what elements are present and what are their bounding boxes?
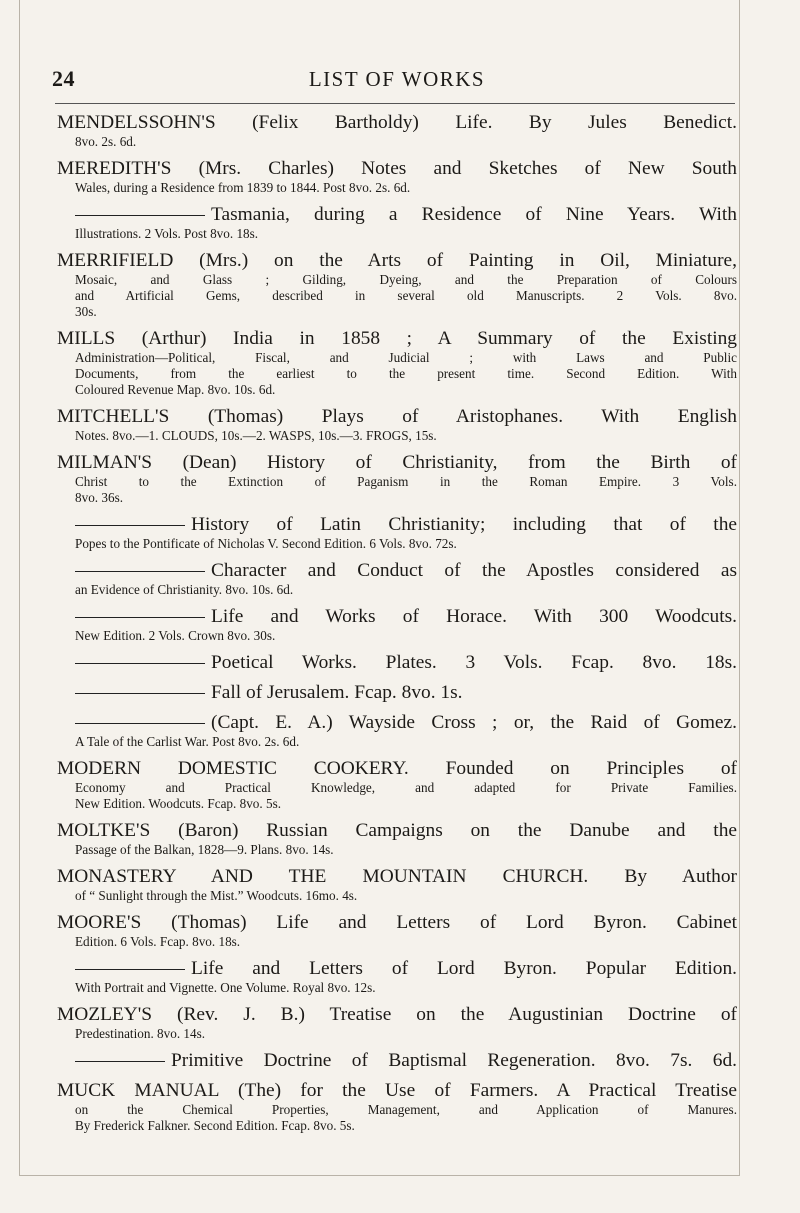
entry-heading (57, 204, 737, 226)
entry-heading-text: Poetical Works. Plates. 3 Vols. Fcap. 8vo. 18s. (211, 652, 737, 673)
entry-mozley (57, 1004, 737, 1042)
entry-detail: Economy and Practical Knowledge, and adapted for Private Families. (75, 780, 737, 795)
entry-heading: MOZLEY'S (Rev. J. B.) Treatise on the Augustinian Doctrine of (57, 1004, 737, 1025)
entry-detail: Edition. 6 Vols. Fcap. 8vo. 18s. (75, 934, 241, 949)
entry-detail: Wales, during a Residence from 1839 to 1844. Post 8vo. 2s. 6d. (75, 180, 411, 195)
entry-detail: Notes. 8vo.—1. CLOUDS, 10s.—2. WASPS, 10s.—3. FROGS, 15s. (75, 428, 437, 443)
entry-detail: of “ Sunlight through the Mist.” Woodcuts. 16mo. 4s. (75, 888, 358, 903)
entry-moore (57, 912, 737, 950)
entry-heading: MOORE'S (Thomas) Life and Letters of Lord Byron. Cabinet (57, 912, 737, 933)
entry-moltke (57, 820, 737, 858)
entry-detail: 8vo. 36s. (75, 490, 123, 505)
entry-heading: MERRIFIELD (Mrs.) on the Arts of Painting in Oil, Miniature, (57, 250, 737, 271)
entry-milman-latin (57, 514, 737, 552)
entry-heading-text: Life and Works of Horace. With 300 Woodcuts. (211, 606, 737, 627)
entry-heading-text: History of Latin Christianity; including that of the (191, 514, 737, 535)
entry-muck-manual (57, 1080, 737, 1134)
entry-milman-jerusalem (57, 682, 737, 704)
ditto-dash (75, 215, 205, 216)
entry-detail: Mosaic, and Glass ; Gilding, Dyeing, and the Preparation of Colours (75, 272, 737, 287)
ditto-dash (75, 663, 205, 664)
entry-meredith (57, 158, 737, 196)
entry-heading-text: Primitive Doctrine of Baptismal Regeneration. 8vo. 7s. 6d. (171, 1050, 737, 1071)
ditto-dash (75, 969, 185, 970)
entry-heading (57, 958, 737, 980)
entry-heading: MILMAN'S (Dean) History of Christianity, from the Birth of (57, 452, 737, 473)
entry-milman-horace (57, 606, 737, 644)
page-header (52, 66, 742, 96)
entry-heading: MODERN DOMESTIC COOKERY. Founded on Principles of (57, 758, 737, 779)
entry-detail: Documents, from the earliest to the present time. Second Edition. With (75, 366, 737, 381)
entry-detail: and Artificial Gems, described in several old Manuscripts. 2 Vols. 8vo. (75, 288, 737, 303)
ditto-dash (75, 571, 205, 572)
entry-detail: Predestination. 8vo. 14s. (75, 1026, 206, 1041)
header-rule (55, 103, 735, 104)
entry-merrifield (57, 250, 737, 320)
entry-detail: A Tale of the Carlist War. Post 8vo. 2s. 6d. (75, 734, 300, 749)
entry-heading: MEREDITH'S (Mrs. Charles) Notes and Sketches of New South (57, 158, 737, 179)
entry-heading: MOLTKE'S (Baron) Russian Campaigns on the Danube and the (57, 820, 737, 841)
entry-heading (57, 682, 737, 704)
entry-heading (57, 652, 737, 674)
entry-heading: MENDELSSOHN'S (Felix Bartholdy) Life. By Jules Benedict. (57, 112, 737, 133)
entry-mitchell (57, 406, 737, 444)
entry-detail: Christ to the Extinction of Paganism in the Roman Empire. 3 Vols. (75, 474, 737, 489)
entry-detail: 30s. (75, 304, 97, 319)
entry-detail: New Edition. 2 Vols. Crown 8vo. 30s. (75, 628, 276, 643)
entry-detail: New Edition. Woodcuts. Fcap. 8vo. 5s. (75, 796, 282, 811)
entry-milman-wayside (57, 712, 737, 750)
entry-heading (57, 514, 737, 536)
entry-milman-poetical (57, 652, 737, 674)
entry-heading: MITCHELL'S (Thomas) Plays of Aristophanes. With English (57, 406, 737, 427)
ditto-dash (75, 1061, 165, 1062)
entry-detail: an Evidence of Christianity. 8vo. 10s. 6d. (75, 582, 294, 597)
entry-milman-apostles (57, 560, 737, 598)
entry-detail: 8vo. 2s. 6d. (75, 134, 137, 149)
entry-heading (57, 606, 737, 628)
entry-milman (57, 452, 737, 506)
entry-heading (57, 1050, 737, 1072)
entry-heading-text: Life and Letters of Lord Byron. Popular Edition. (191, 958, 737, 979)
page-number: 24 (52, 66, 75, 91)
entry-mozley-primitive (57, 1050, 737, 1072)
entry-detail: Coloured Revenue Map. 8vo. 10s. 6d. (75, 382, 276, 397)
entry-detail: Passage of the Balkan, 1828—9. Plans. 8vo. 14s. (75, 842, 334, 857)
ditto-dash (75, 693, 205, 694)
entry-heading (57, 712, 737, 734)
entry-detail: By Frederick Falkner. Second Edition. Fcap. 8vo. 5s. (75, 1118, 355, 1133)
ditto-dash (75, 723, 205, 724)
entry-mills (57, 328, 737, 398)
ditto-dash (75, 617, 205, 618)
entry-meredith-tasmania (57, 204, 737, 242)
running-title: LIST OF WORKS (308, 67, 486, 91)
entry-heading (57, 560, 737, 582)
entry-heading-text: Fall of Jerusalem. Fcap. 8vo. 1s. (211, 682, 463, 703)
entry-heading-text: Tasmania, during a Residence of Nine Years. With (211, 204, 737, 225)
entry-modern-domestic-cookery (57, 758, 737, 812)
entry-heading-text: Character and Conduct of the Apostles considered as (211, 560, 737, 581)
entry-heading: MONASTERY AND THE MOUNTAIN CHURCH. By Author (57, 866, 737, 887)
entry-detail: Administration—Political, Fiscal, and Judicial ; with Laws and Public (75, 350, 737, 365)
works-list (57, 112, 737, 1142)
entry-detail: on the Chemical Properties, Management, and Application of Manures. (75, 1102, 737, 1117)
entry-moore-popular (57, 958, 737, 996)
entry-heading-text: (Capt. E. A.) Wayside Cross ; or, the Raid of Gomez. (211, 712, 737, 733)
entry-detail: Popes to the Pontificate of Nicholas V. Second Edition. 6 Vols. 8vo. 72s. (75, 536, 457, 551)
entry-heading: MUCK MANUAL (The) for the Use of Farmers. A Practical Treatise (57, 1080, 737, 1101)
entry-heading: MILLS (Arthur) India in 1858 ; A Summary of the Existing (57, 328, 737, 349)
entry-mendelssohn (57, 112, 737, 150)
entry-detail: With Portrait and Vignette. One Volume. Royal 8vo. 12s. (75, 980, 376, 995)
entry-monastery (57, 866, 737, 904)
ditto-dash (75, 525, 185, 526)
entry-detail: Illustrations. 2 Vols. Post 8vo. 18s. (75, 226, 259, 241)
